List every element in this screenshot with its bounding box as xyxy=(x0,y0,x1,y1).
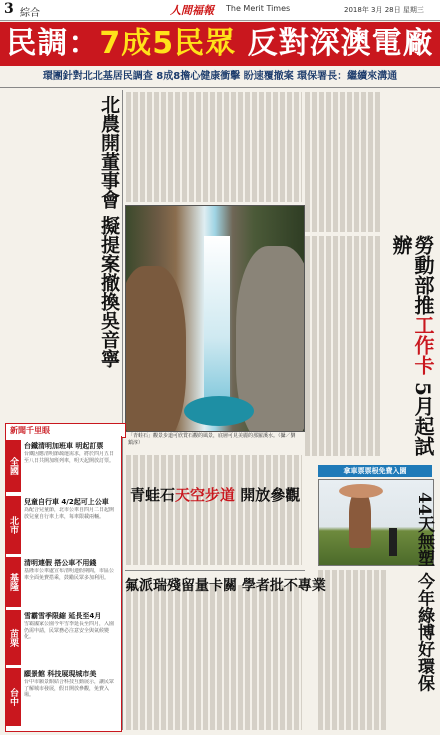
frog-head-part-2: 天空步道 xyxy=(175,486,236,504)
column-divider xyxy=(122,90,123,730)
waterfall-photo xyxy=(125,205,305,432)
frog-head-part-3: 開放參觀 xyxy=(235,486,301,504)
story-headline-labor xyxy=(390,235,434,460)
newspaper-logo-english: The Merit Times xyxy=(226,4,291,13)
sub-headline: 環團針對北北基居民調查 8成8擔心健康衝擊 盼速覆撤案 環保署長：繼續來溝通 xyxy=(42,71,398,82)
brief-title: 台鐵清明加班車 明起訂票 xyxy=(24,442,104,450)
body-text-block xyxy=(318,570,388,730)
labor-head-part-2: 工作卡 xyxy=(411,315,435,375)
body-text-block xyxy=(5,92,75,412)
labor-head-part-3: 5月起試辦 xyxy=(389,235,435,456)
issue-date: 2018年 3月 28日 星期三 xyxy=(344,6,424,14)
section-label: 綜合 xyxy=(20,8,40,19)
story-headline-plastic-free xyxy=(392,492,434,727)
story-headline-farm: 北農開董事會 擬提案撤換吳音寧 xyxy=(98,95,120,368)
story-headline-frog-stone xyxy=(130,484,300,505)
story-headline-chlorofluoro: 氟派瑞殘留量卡關 學者批不專業 xyxy=(125,578,326,594)
photo-banner: 拿車票票根免費入園 xyxy=(318,465,432,477)
brief-title: 願景館 科技展現城市美 xyxy=(24,670,97,678)
body-text-block xyxy=(126,585,302,730)
main-headline xyxy=(0,22,440,66)
body-text-block xyxy=(305,236,380,456)
photo-caption: 「青蛙石」觀景步道可欣賞石觀的風景，底層可見美麗的那羅溪水。（攝／劉鎮淳） xyxy=(128,433,296,446)
headline-part-3: 反對深澳電廠 xyxy=(236,26,434,61)
brief-text: 台鐵因應清明節疏運需求，將於四月五日至八日共開加班列車，明天起開放訂票。 xyxy=(24,451,115,464)
brief-text: 基隆市公車處宣布清明連假期間，市區公車全面免費搭乘，鼓勵民眾多加利用。 xyxy=(24,568,115,581)
brief-region-label: 全國 xyxy=(5,440,21,492)
body-text-block xyxy=(126,92,302,202)
brief-region-label: 基隆 xyxy=(5,557,21,607)
brief-region-label: 北市 xyxy=(5,496,21,554)
brief-region-label: 台中 xyxy=(5,668,21,726)
brief-text: 為配合兒童節，北市公車自四月二日起開放兒童自行車上車，每車限載兩輛。 xyxy=(24,507,115,520)
brief-title: 兒童自行車 4/2起可上公車 xyxy=(24,498,109,506)
body-text-block xyxy=(305,92,380,232)
plastic-head-part-2: 綠博好環保 xyxy=(414,606,434,692)
headline-part-1: 民調： xyxy=(6,26,100,61)
brief-region-label: 苗栗 xyxy=(5,610,21,665)
brief-text: 台中市願景館結合科技互動展示，讓民眾了解城市發展，假日開放參觀，免費入場。 xyxy=(24,679,115,698)
frog-head-part-1: 青蛙石 xyxy=(130,486,176,504)
brief-title: 清明連假 搭公車不用錢 xyxy=(24,559,97,567)
labor-head-part-1: 勞動部推 xyxy=(411,235,435,315)
brief-text: 雪霸國家公園今年雪季延長至四月，入園仍需申請，民眾務必注意安全與氣候變化。 xyxy=(24,621,115,640)
newspaper-logo: 人間福報 xyxy=(170,4,214,17)
briefs-box-title: 新聞千里眼 xyxy=(5,423,126,438)
plastic-head-part-1: 44天無塑 今年 xyxy=(414,492,434,607)
headline-part-2: 7成5民眾 xyxy=(99,26,237,61)
page-number: 3 xyxy=(4,1,14,17)
body-text-block xyxy=(126,455,302,565)
divider xyxy=(125,570,305,571)
divider xyxy=(0,87,440,88)
brief-title: 雪霸雪季限縮 延長至4月 xyxy=(24,612,102,620)
